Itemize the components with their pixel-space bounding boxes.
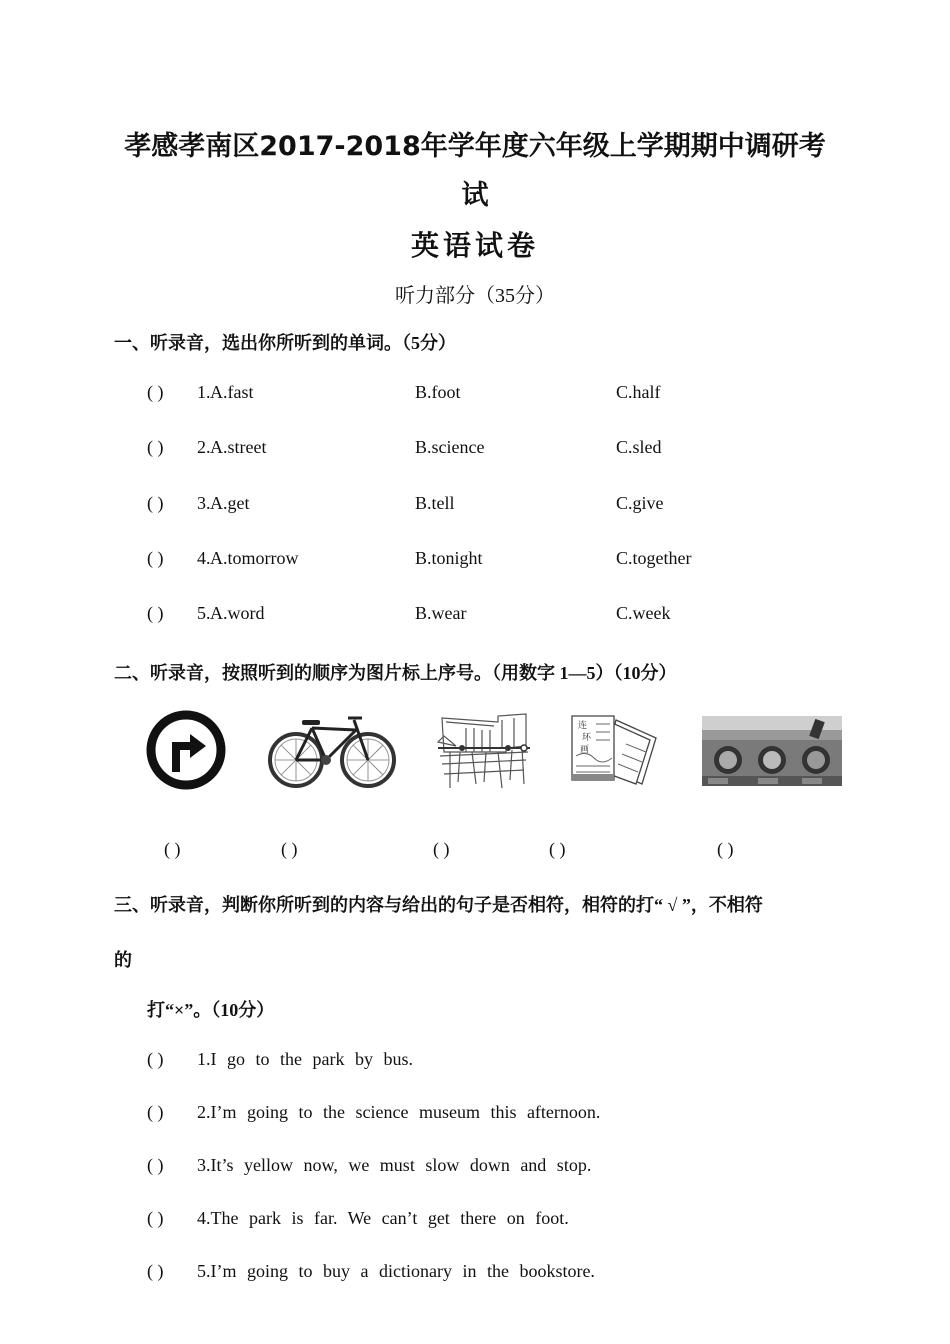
comic-book-label-2: 环 [582, 733, 592, 743]
question-number: 1. [197, 382, 211, 402]
picture-answer-blank[interactable]: ( ) [164, 839, 181, 859]
picture-answer-blank[interactable]: ( ) [549, 839, 566, 859]
part3-heading-cont: 的 [114, 950, 132, 970]
sentence: 2.I’m going to the science museum this afternoon. [197, 1102, 601, 1122]
answer-blank[interactable]: ( ) [147, 603, 164, 623]
option-a: A.fast [210, 382, 254, 402]
sentence: 5.I’m going to buy a dictionary in the bookstore. [197, 1261, 595, 1281]
option-b: B.science [415, 437, 485, 457]
sentence: 1.I go to the park by bus. [197, 1049, 413, 1069]
section-label: 听力部分（35分） [395, 285, 555, 307]
question-number: 2. [197, 437, 211, 457]
part1-heading: 一、听录音，选出你所听到的单词。（5分） [114, 333, 456, 353]
exam-title-line1: 孝感孝南区2017-2018年学年度六年级上学期期中调研考 [124, 131, 826, 162]
answer-blank[interactable]: ( ) [147, 1208, 164, 1228]
answer-blank[interactable]: ( ) [147, 493, 164, 513]
option-c: C.sled [616, 437, 662, 457]
picture-answer-blank[interactable]: ( ) [717, 839, 734, 859]
option-a: A.word [210, 603, 265, 623]
option-c: C.half [616, 382, 661, 402]
answer-blank[interactable]: ( ) [147, 1261, 164, 1281]
part3-heading-cont2: 打“×”。（10分） [147, 1000, 275, 1020]
option-a: A.street [210, 437, 267, 457]
answer-blank[interactable]: ( ) [147, 437, 164, 457]
answer-blank[interactable]: ( ) [147, 1155, 164, 1175]
question-number: 5. [197, 603, 211, 623]
picture-answer-blank[interactable]: ( ) [433, 839, 450, 859]
traffic-lights-icon [702, 716, 842, 786]
answer-blank[interactable]: ( ) [147, 1102, 164, 1122]
hospital-building-icon [436, 712, 532, 792]
option-c: C.week [616, 603, 671, 623]
option-b: B.foot [415, 382, 461, 402]
question-number: 3. [197, 493, 211, 513]
option-b: B.wear [415, 603, 467, 623]
part3-heading: 三、听录音，判断你所听到的内容与给出的句子是否相符，相符的打“ √ ”，不相符 [114, 895, 763, 915]
option-a: A.get [210, 493, 250, 513]
question-number: 4. [197, 548, 211, 568]
comic-books-icon [570, 714, 662, 786]
answer-blank[interactable]: ( ) [147, 548, 164, 568]
comic-book-label-1: 连 [578, 721, 588, 731]
picture-answer-blank[interactable]: ( ) [281, 839, 298, 859]
exam-title-line2: 试 [461, 180, 489, 211]
answer-blank[interactable]: ( ) [147, 1049, 164, 1069]
sentence: 4.The park is far. We can’t get there on foot. [197, 1208, 569, 1228]
option-a: A.tomorrow [210, 548, 299, 568]
exam-subtitle: 英语试卷 [410, 229, 539, 262]
option-c: C.together [616, 548, 692, 568]
comic-book-label-3: 画 [580, 745, 590, 755]
part2-heading: 二、听录音，按照听到的顺序为图片标上序号。（用数字 1—5）（10分） [114, 663, 677, 683]
answer-blank[interactable]: ( ) [147, 382, 164, 402]
sentence: 3.It’s yellow now, we must slow down and stop. [197, 1155, 592, 1175]
turn-right-sign-icon [146, 710, 226, 790]
option-c: C.give [616, 493, 664, 513]
bicycle-icon [268, 712, 396, 790]
option-b: B.tell [415, 493, 455, 513]
option-b: B.tonight [415, 548, 483, 568]
